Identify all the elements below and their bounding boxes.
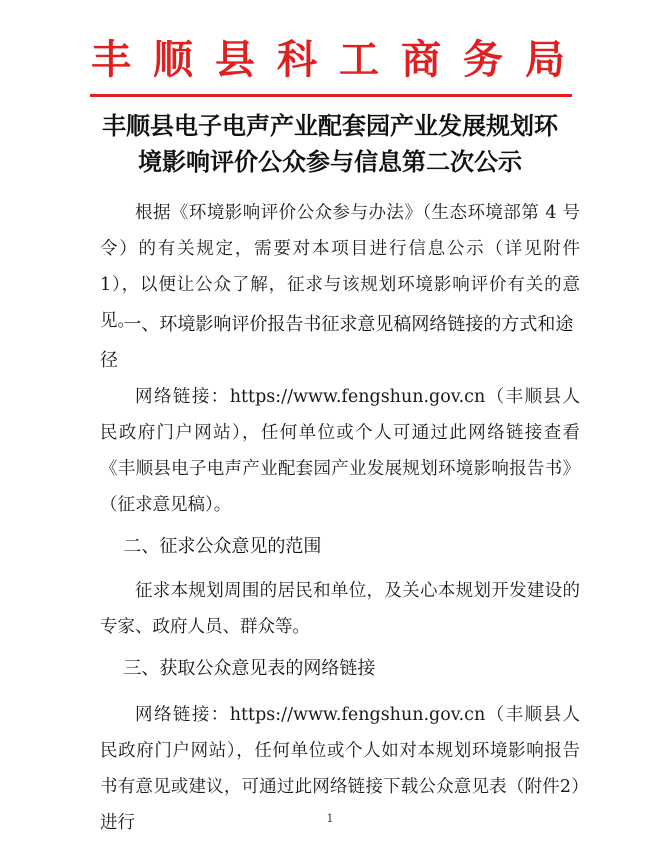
intro-paragraph: 根据《环境影响评价公众参与办法》（生态环境部第 4 号令）的有关规定，需要对本项目进行信息公示（详见附件 1），以便让公众了解，征求与该规划环境影响评价有关的意见。 — [100, 203, 580, 331]
section-3-body: 网络链接：https://www.fengshun.gov.cn（丰顺县人民政府门户网站），任何单位或个人如对本规划环境影响报告书有意见或建议，可通过此网络链接下载公众意见表（附件2）进行 — [100, 705, 580, 833]
document-title-line-1: 丰顺县电子电声产业配套园产业发展规划环 — [102, 111, 558, 140]
section-1-heading: 一、环境影响评价报告书征求意见稿网络链接的方式和途径 — [100, 314, 574, 371]
document-title-line-2: 境影响评价公众参与信息第二次公示 — [138, 147, 522, 176]
section-2-body: 征求本规划周围的居民和单位，及关心本规划开发建设的专家、政府人员、群众等。 — [100, 581, 580, 637]
section-3-heading: 三、获取公众意见表的网络链接 — [123, 658, 376, 679]
agency-letterhead: 丰顺县科工商务局 — [91, 36, 587, 83]
page-number: 1 — [326, 812, 334, 825]
document-title — [80, 108, 580, 180]
section-1-body: 网络链接：https://www.fengshun.gov.cn（丰顺县人民政府门户网站），任何单位或个人可通过此网络链接查看《丰顺县电子电声产业配套园产业发展规划环境影响报告书》（征求意见稿）。 — [100, 387, 580, 515]
letterhead-divider — [90, 94, 572, 97]
section-2-heading: 二、征求公众意见的范围 — [123, 536, 322, 557]
